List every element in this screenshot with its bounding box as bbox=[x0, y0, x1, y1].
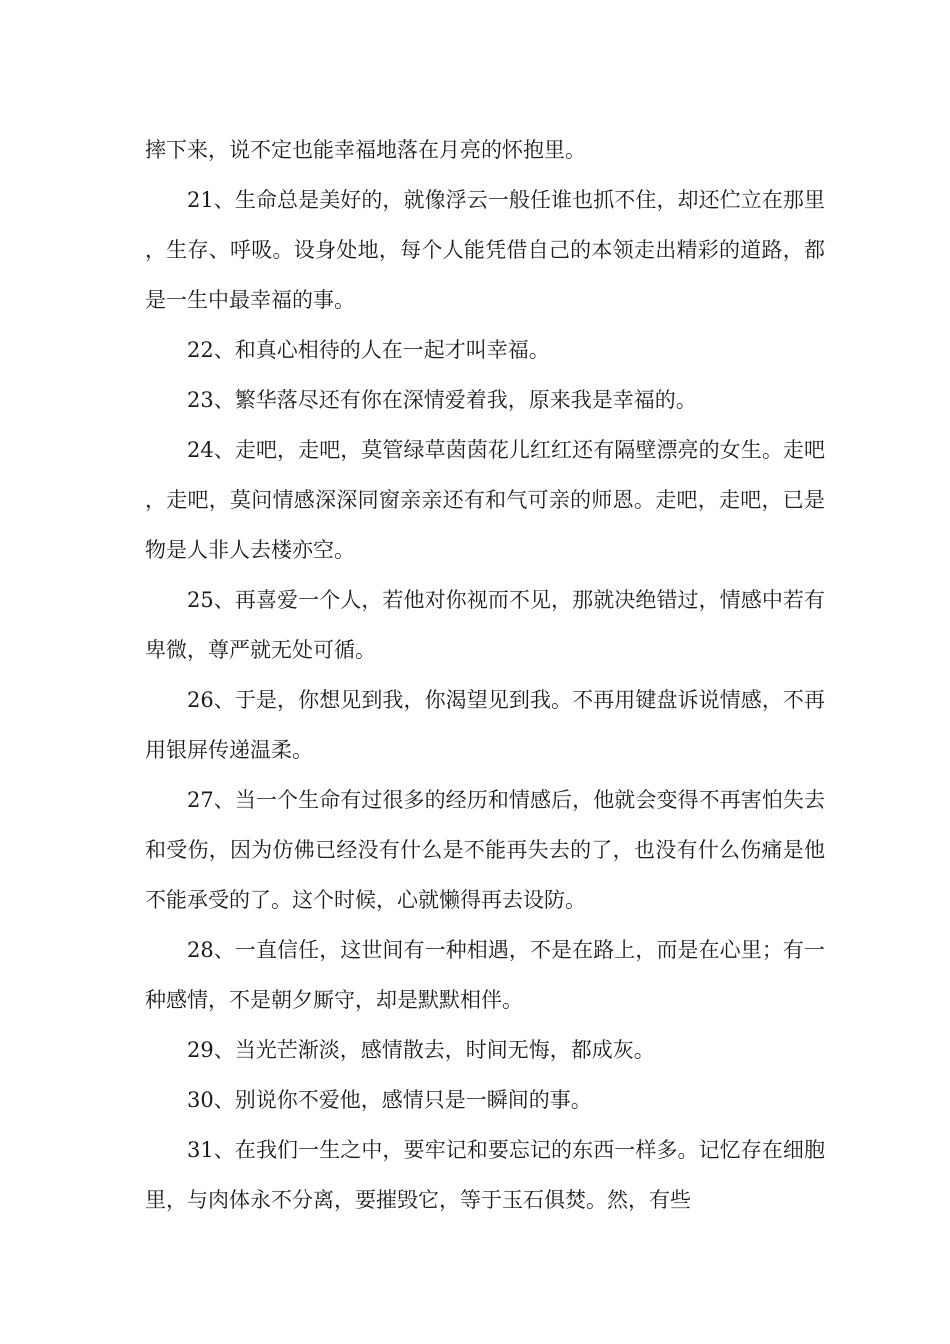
paragraph-continuation: 摔下来，说不定也能幸福地落在月亮的怀抱里。 bbox=[145, 138, 586, 162]
paragraph-28: 28、一直信任，这世间有一种相遇，不是在路上，而是在心里；有一种感情，不是朝夕厮守，却是默默相伴。 bbox=[145, 938, 825, 1012]
paragraph-23: 23、繁华落尽还有你在深情爱着我，原来我是幸福的。 bbox=[187, 388, 697, 412]
paragraph-25: 25、再喜爱一个人，若他对你视而不见，那就决绝错过，情感中若有卑微，尊严就无处可循。 bbox=[145, 588, 825, 662]
paragraph-29: 29、当光芒渐淡，感情散去，时间无悔，都成灰。 bbox=[187, 1038, 655, 1062]
paragraph-30: 30、别说你不爱他，感情只是一瞬间的事。 bbox=[187, 1088, 592, 1112]
document-body bbox=[145, 125, 825, 1225]
paragraph-24: 24、走吧，走吧，莫管绿草茵茵花儿红红还有隔壁漂亮的女生。走吧，走吧，莫问情感深深同窗亲亲还有和气可亲的师恩。走吧，走吧，已是物是人非人去楼亦空。 bbox=[145, 438, 825, 562]
paragraph-21: 21、生命总是美好的，就像浮云一般任谁也抓不住，却还伫立在那里，生存、呼吸。设身处地，每个人能凭借自己的本领走出精彩的道路，都是一生中最幸福的事。 bbox=[145, 188, 825, 312]
paragraph-31: 31、在我们一生之中，要牢记和要忘记的东西一样多。记忆存在细胞里，与肉体永不分离，要摧毁它，等于玉石俱焚。然，有些 bbox=[145, 1138, 825, 1212]
paragraph-27: 27、当一个生命有过很多的经历和情感后，他就会变得不再害怕失去和受伤，因为仿佛已经没有什么是不能再失去的了，也没有什么伤痛是他不能承受的了。这个时候，心就懒得再去设防。 bbox=[145, 788, 825, 912]
paragraph-22: 22、和真心相待的人在一起才叫幸福。 bbox=[187, 338, 550, 362]
paragraph-26: 26、于是，你想见到我，你渴望见到我。不再用键盘诉说情感，不再用银屏传递温柔。 bbox=[145, 688, 825, 762]
